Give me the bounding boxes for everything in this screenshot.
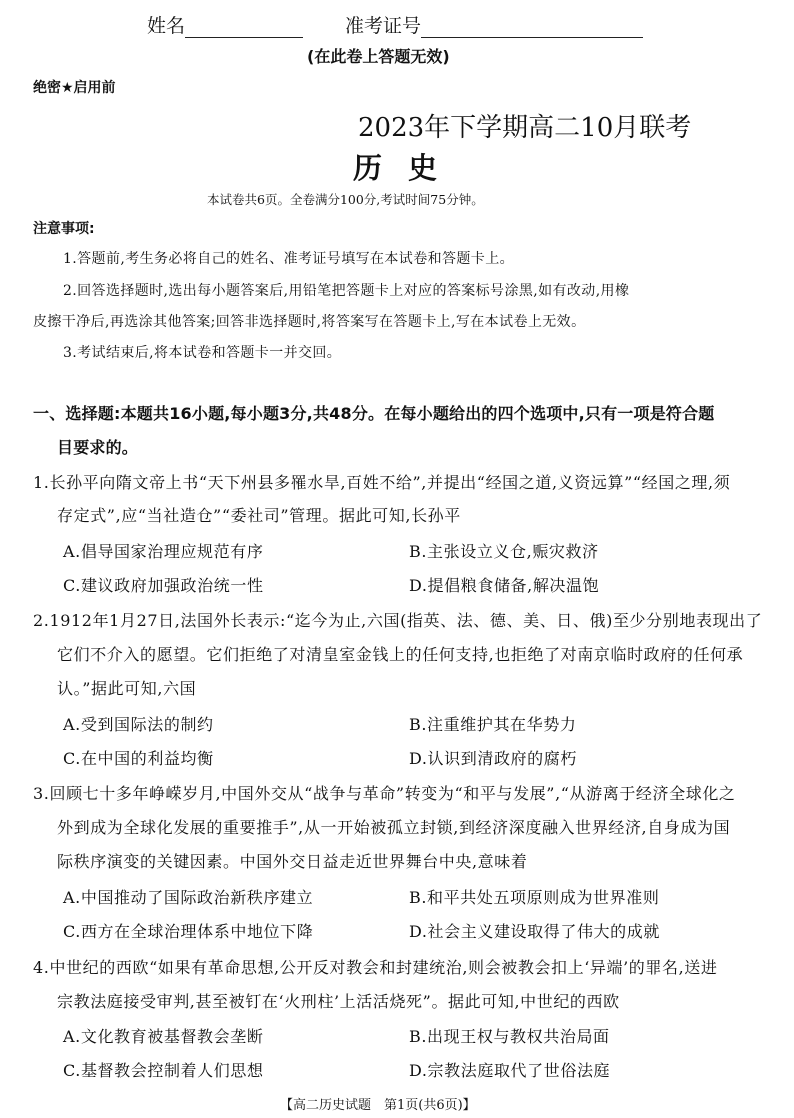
secret-label: 绝密★启用前 bbox=[33, 80, 116, 96]
question-4-option-a[interactable]: A.文化教育被基督教会垄断 bbox=[63, 1027, 264, 1046]
question-4-line-2: 宗教法庭接受审判,甚至被钉在‘火刑柱’上活活烧死”。据此可知,中世纪的西欧 bbox=[57, 992, 620, 1011]
notice-heading: 注意事项: bbox=[33, 221, 95, 237]
section-heading-line-2: 目要求的。 bbox=[57, 438, 139, 457]
question-2-option-d[interactable]: D.认识到清政府的腐朽 bbox=[409, 749, 577, 768]
notice-item-2-line-1: 2.回答选择题时,选出每小题答案后,用铅笔把答题卡上对应的答案标号涂黑,如有改动,用橡 bbox=[63, 283, 630, 299]
question-2-line-2: 它们不介入的愿望。它们拒绝了对清皇室金钱上的任何支持,也拒绝了对南京临时政府的任何承 bbox=[57, 645, 744, 664]
question-4-option-b[interactable]: B.出现王权与教权共治局面 bbox=[409, 1027, 610, 1046]
question-4-line-1: 4.中世纪的西欧“如果有革命思想,公开反对教会和封建统治,则会被教会扣上‘异端’的罪名,送进 bbox=[33, 958, 718, 977]
question-3-option-d[interactable]: D.社会主义建设取得了伟大的成就 bbox=[409, 922, 660, 941]
section-heading-line-1: 一、选择题:本题共16小题,每小题3分,共48分。在每小题给出的四个选项中,只有一项是符合题 bbox=[33, 404, 715, 423]
notice-item-2-line-2: 皮擦干净后,再选涂其他答案;回答非选择题时,将答案写在答题卡上,写在本试卷上无效。 bbox=[33, 314, 586, 330]
question-2-option-a[interactable]: A.受到国际法的制约 bbox=[63, 715, 214, 734]
question-1-option-b[interactable]: B.主张设立义仓,赈灾救济 bbox=[409, 542, 599, 561]
invalid-note: (在此卷上答题无效) bbox=[307, 47, 450, 66]
question-1-option-c[interactable]: C.建议政府加强政治统一性 bbox=[63, 576, 264, 595]
exam-id-blank[interactable] bbox=[421, 17, 643, 38]
question-3-line-3: 际秩序演变的关键因素。中国外交日益走近世界舞台中央,意味着 bbox=[57, 852, 528, 871]
notice-item-3: 3.考试结束后,将本试卷和答题卡一并交回。 bbox=[63, 345, 342, 361]
name-label: 姓名 bbox=[147, 15, 186, 37]
question-3-option-b[interactable]: B.和平共处五项原则成为世界准则 bbox=[409, 888, 660, 907]
question-1-line-1: 1.长孙平向隋文帝上书“天下州县多罹水旱,百姓不给”,并提出“经国之道,义资远算”“经国之理,须 bbox=[33, 473, 731, 492]
subject-title: 历史 bbox=[353, 151, 464, 185]
name-field bbox=[147, 11, 303, 38]
question-2-option-b[interactable]: B.注重维护其在华势力 bbox=[409, 715, 577, 734]
question-4-option-c[interactable]: C.基督教会控制着人们思想 bbox=[63, 1061, 264, 1080]
exam-id-label: 准考证号 bbox=[345, 15, 422, 37]
exam-info: 本试卷共6页。全卷满分100分,考试时间75分钟。 bbox=[207, 192, 484, 207]
question-2-line-3: 认。”据此可知,六国 bbox=[57, 679, 197, 698]
question-1-option-a[interactable]: A.倡导国家治理应规范有序 bbox=[63, 542, 264, 561]
notice-item-1: 1.答题前,考生务必将自己的姓名、准考证号填写在本试卷和答题卡上。 bbox=[63, 251, 515, 267]
question-1-line-2: 存定式”,应“当社造仓”“委社司”管理。据此可知,长孙平 bbox=[57, 506, 461, 525]
question-3-line-1: 3.回顾七十多年峥嵘岁月,中国外交从“战争与革命”转变为“和平与发展”,“从游离于经济全球化之 bbox=[33, 784, 736, 803]
question-1-option-d[interactable]: D.提倡粮食储备,解决温饱 bbox=[409, 576, 600, 595]
question-2-option-c[interactable]: C.在中国的利益均衡 bbox=[63, 749, 214, 768]
question-4-option-d[interactable]: D.宗教法庭取代了世俗法庭 bbox=[409, 1061, 611, 1080]
exam-id-field bbox=[345, 11, 643, 38]
page-footer: 【高二历史试题 第1页(共6页)】 bbox=[280, 1098, 476, 1113]
question-3-line-2: 外到成为全球化发展的重要推手”,从一开始被孤立封锁,到经济深度融入世界经济,自身成为国 bbox=[57, 818, 731, 837]
question-3-option-c[interactable]: C.西方在全球治理体系中地位下降 bbox=[63, 922, 314, 941]
question-3-option-a[interactable]: A.中国推动了国际政治新秩序建立 bbox=[63, 888, 314, 907]
question-2-line-1: 2.1912年1月27日,法国外长表示:“迄今为止,六国(指英、法、德、美、日、俄)至少分别地表现出了 bbox=[33, 611, 763, 630]
name-blank[interactable] bbox=[185, 17, 303, 38]
exam-title: 2023年下学期高二10月联考 bbox=[358, 113, 692, 143]
